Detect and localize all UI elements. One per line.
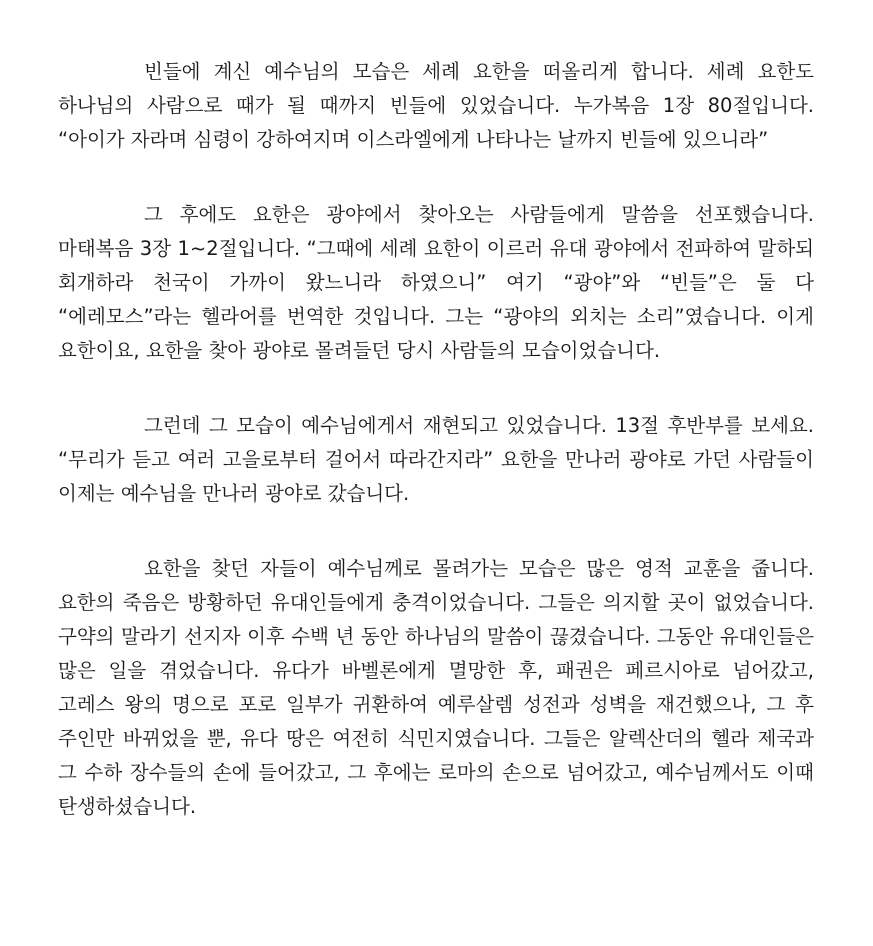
paragraph-1: 빈들에 계신 예수님의 모습은 세례 요한을 떠올리게 합니다. 세례 요한도 하나님의 사람으로 때가 될 때까지 빈들에 있었습니다. 누가복음 1장 80절입니다. “아이가 자라며 심령이 강하여지며 이스라엘에게 나타나는 날까지 빈들에 있으니라” — [58, 60, 814, 151]
paragraph-4: 요한을 찾던 자들이 예수님께로 몰려가는 모습은 많은 영적 교훈을 줍니다. 요한의 죽음은 방황하던 유대인들에게 충격이었습니다. 그들은 의지할 곳이 없었습니다. 구약의 말라기 선지자 이후 수백 년 동안 하나님의 말씀이 끊겼습니다. 그동안 유대인들은 많은 일을 겪었습니다. 유다가 바벨론에게 멸망한 후, 패권은 페르시아로 넘어갔고, 고레스 왕의 명으로 포로 일부가 귀환하여 예루살렘 성전과 성벽을 재건했으나, 그 후 주인만 바뀌었을 뿐, 유다 땅은 여전히 식민지였습니다. 그들은 알렉산더의 헬라 제국과 그 수하 장수들의 손에 들어갔고, 그 후에는 로마의 손으로 넘어갔고, 예수님께서도 이때 탄생하셨습니다. — [58, 557, 814, 818]
paragraph-2: 그 후에도 요한은 광야에서 찾아오는 사람들에게 말씀을 선포했습니다. 마태복음 3장 1~2절입니다. “그때에 세례 요한이 이르러 유대 광야에서 전파하여 말하되 회개하라 천국이 가까이 왔느니라 하였으니” 여기 “광야”와 “빈들”은 둘 다 “에레모스”라는 헬라어를 번역한 것입니다. 그는 “광야의 외치는 소리”였습니다. 이게 요한이요, 요한을 찾아 광야로 몰려들던 당시 사람들의 모습이었습니다. — [58, 203, 814, 362]
paragraph-3: 그런데 그 모습이 예수님에게서 재현되고 있었습니다. 13절 후반부를 보세요. “무리가 듣고 여러 고을로부터 걸어서 따라간지라” 요한을 만나러 광야로 가던 사람들이 이제는 예수님을 만나러 광야로 갔습니다. — [58, 414, 814, 505]
document-body — [58, 55, 814, 824]
